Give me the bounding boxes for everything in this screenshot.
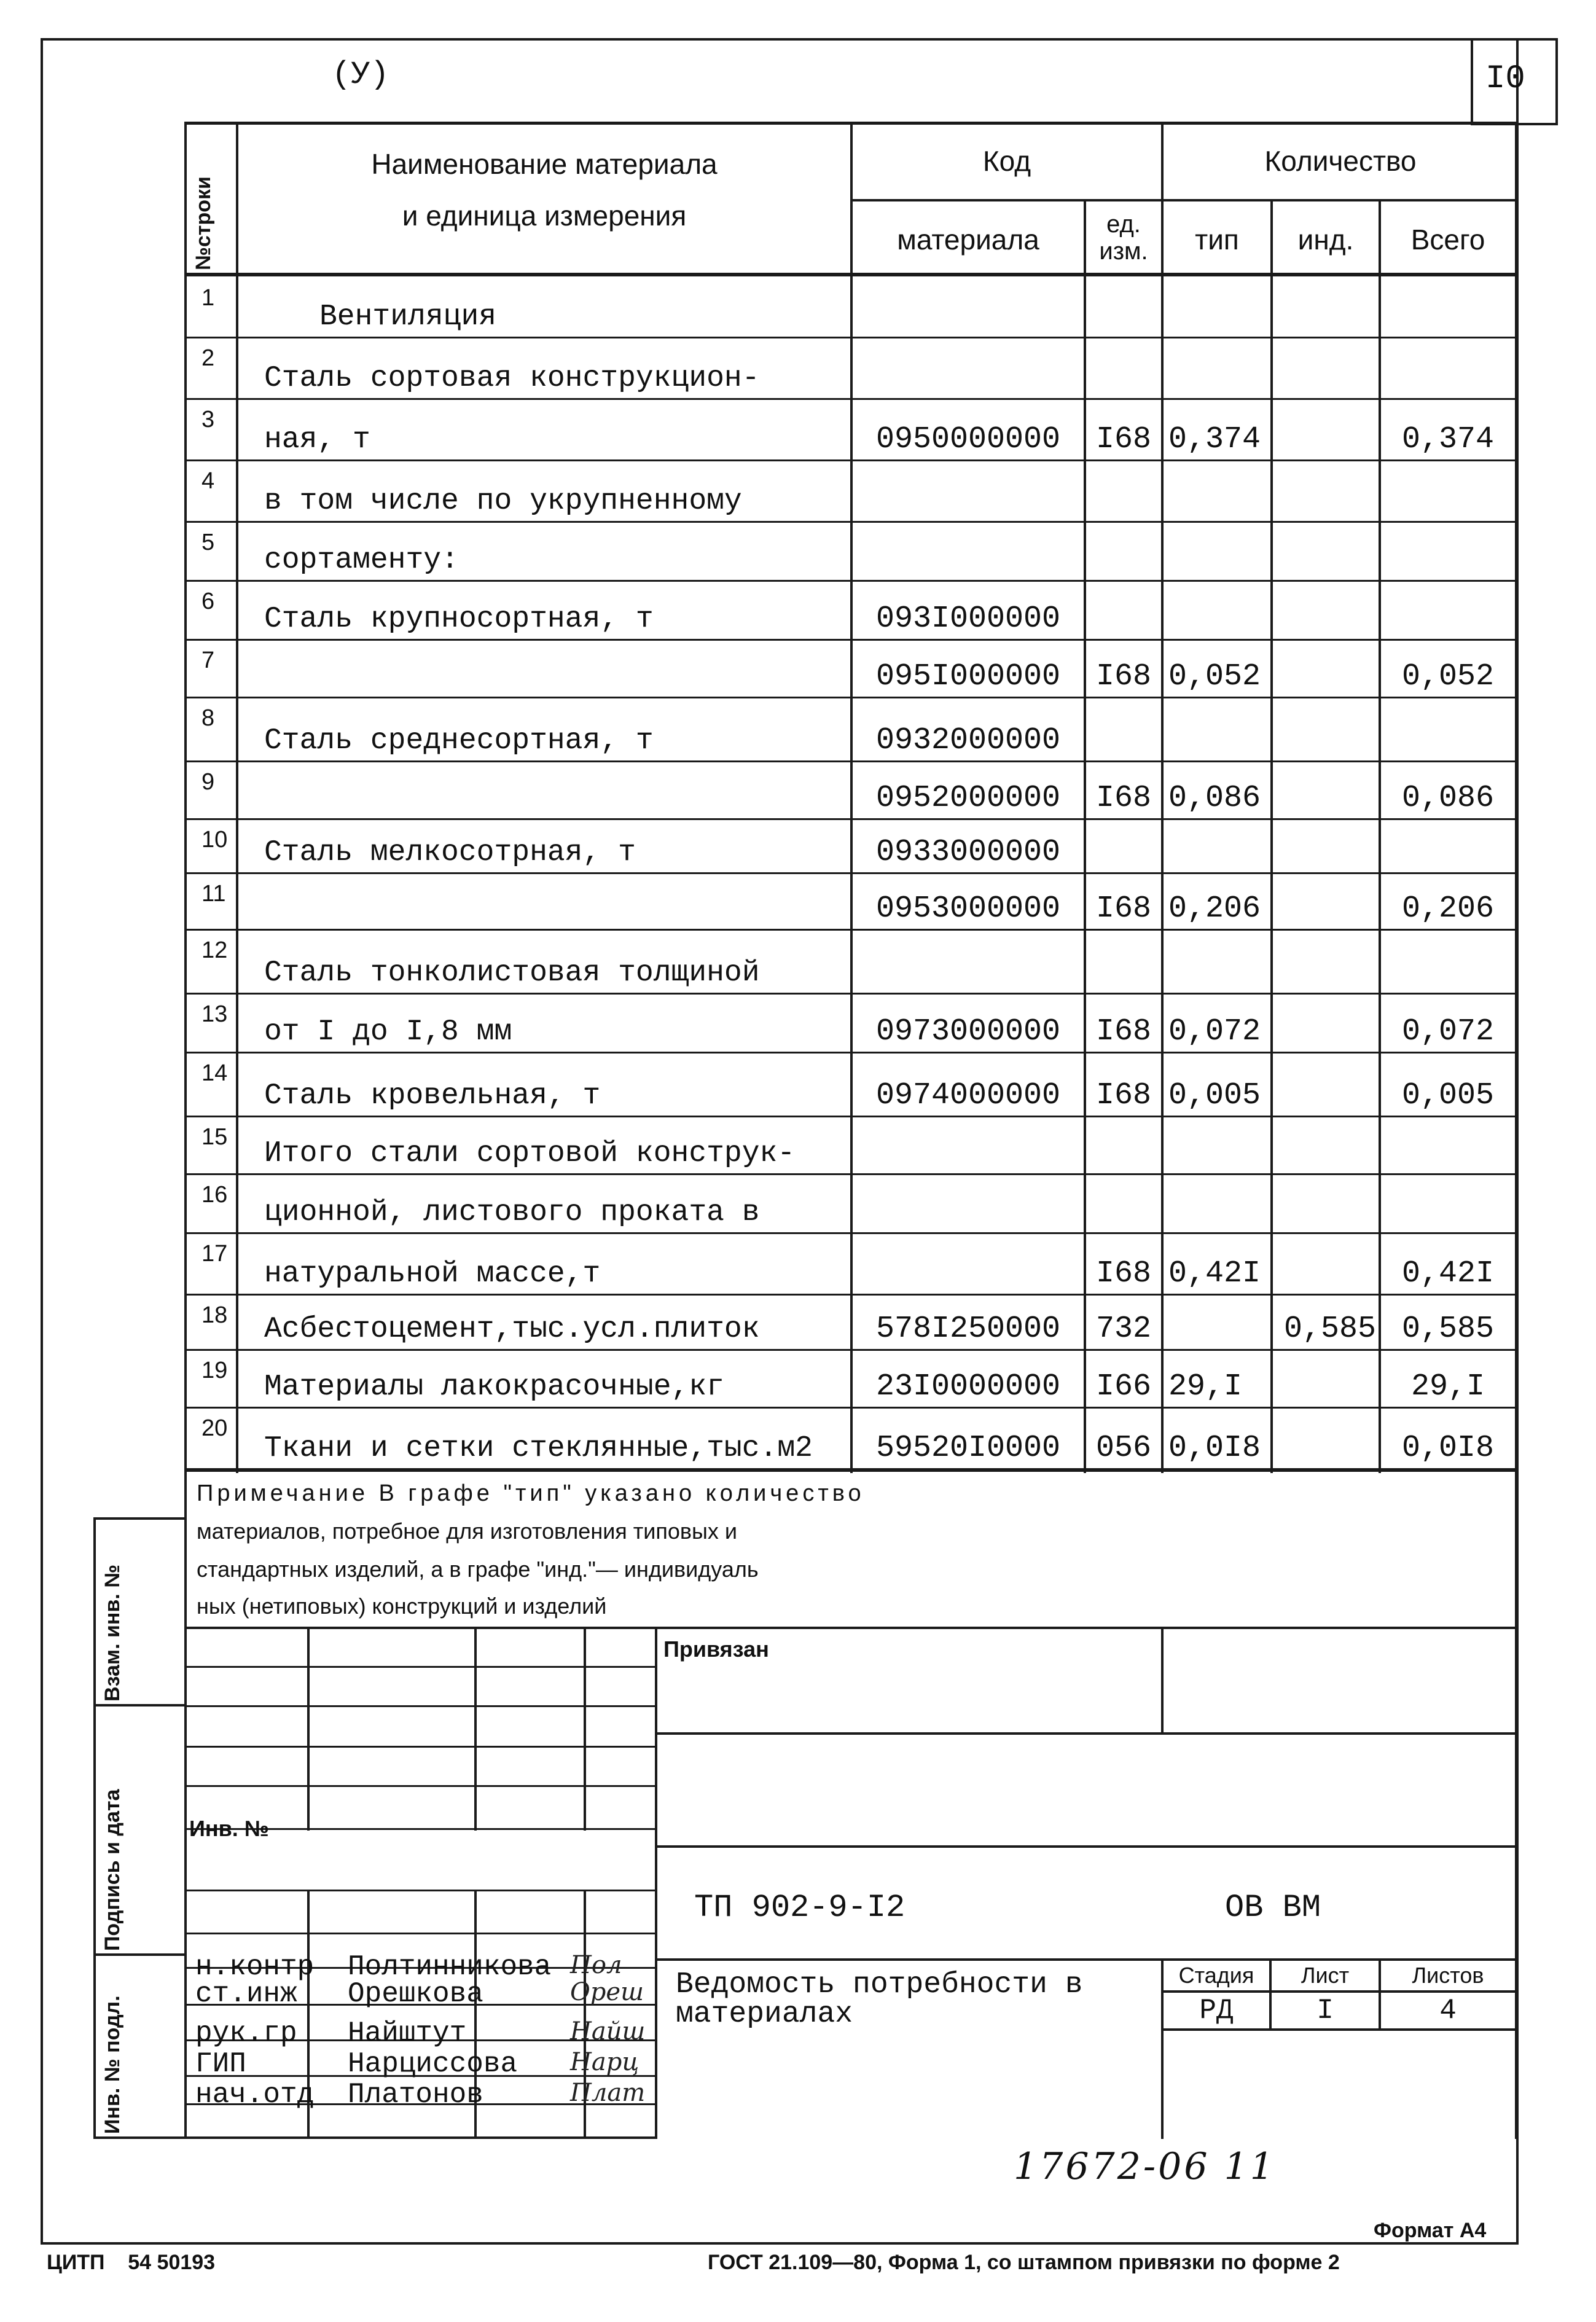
cell-unit: 732 <box>1095 1312 1151 1347</box>
cell-total <box>1381 818 1515 870</box>
cell-ind <box>1273 872 1376 926</box>
cell-code: 59520I0000 <box>875 1431 1061 1466</box>
row-number: 3 <box>201 407 215 432</box>
cell-unit: 056 <box>1095 1431 1151 1466</box>
cell-code: 0933000000 <box>875 835 1061 870</box>
cell-code <box>853 521 1084 577</box>
unit-header: ед. изм. <box>1099 211 1148 265</box>
row-number: 16 <box>201 1182 228 1208</box>
cell-name: Асбестоцемент,тыс.усл.плиток <box>264 1313 760 1346</box>
cell-name: натуральной массе,т <box>264 1257 601 1291</box>
cell-unit <box>1086 337 1161 396</box>
side-label-vzam: Взам. инв. № <box>101 1564 124 1702</box>
cell-type <box>1168 1173 1270 1230</box>
signer-role: ГИП <box>195 2048 246 2080</box>
row-number: 2 <box>201 345 215 371</box>
row-number: 11 <box>201 881 226 907</box>
cell-total <box>1381 337 1515 396</box>
cell-type <box>1168 929 1270 990</box>
cell-unit <box>1086 929 1161 990</box>
cell-name: ная, т <box>264 423 370 456</box>
row-number: 7 <box>201 647 215 673</box>
cell-total: 0,585 <box>1401 1312 1495 1347</box>
cell-ind <box>1273 697 1376 758</box>
side-label-inv-podl: Инв. № подл. <box>101 1995 124 2134</box>
note-line-1: Примечание В графе "тип" указано количество <box>197 1480 865 1506</box>
cell-code: 0953000000 <box>875 891 1061 926</box>
row-number: 17 <box>201 1241 228 1267</box>
signer-role: нач.отд <box>195 2079 315 2111</box>
cell-ind <box>1273 1232 1376 1291</box>
cell-ind <box>1273 337 1376 396</box>
type-header: тип <box>1195 224 1239 256</box>
cell-unit: I68 <box>1095 1256 1151 1291</box>
cell-unit: I68 <box>1095 1014 1151 1049</box>
cell-type: 0,052 <box>1168 659 1261 694</box>
cell-type <box>1168 1116 1270 1171</box>
row-number: 13 <box>201 1001 228 1027</box>
document-mark: ОВ ВМ <box>1225 1890 1321 1926</box>
inv-no-label: Инв. № <box>189 1816 269 1841</box>
cell-type <box>1168 337 1270 396</box>
frame-bottom <box>41 2242 1519 2245</box>
cell-type <box>1168 697 1270 758</box>
ind-header: инд. <box>1297 224 1354 256</box>
cell-total: 0,072 <box>1401 1014 1495 1049</box>
cell-code: 578I250000 <box>875 1312 1061 1347</box>
cell-name: от I до I,8 мм <box>264 1015 512 1049</box>
signer-name: Нарциссова <box>348 2048 518 2080</box>
cell-unit: I68 <box>1095 891 1151 926</box>
cell-code: 23I0000000 <box>875 1369 1061 1404</box>
document-title-line1: Ведомость потребности в <box>676 1968 1083 2001</box>
cell-type: 0,072 <box>1168 1014 1261 1049</box>
sheets-label: Листов <box>1412 1963 1484 1988</box>
cell-type <box>1168 1294 1270 1347</box>
cell-code <box>853 276 1084 334</box>
signer-signature: Ореш <box>570 1978 644 2006</box>
signer-name: Полтинникова <box>348 1951 552 1983</box>
cell-total <box>1381 580 1515 636</box>
code-header: Код <box>982 145 1031 177</box>
cell-code: 0952000000 <box>875 781 1061 816</box>
cell-code <box>853 1173 1084 1230</box>
cell-ind <box>1273 1349 1376 1404</box>
cell-unit <box>1086 697 1161 758</box>
row-number: 8 <box>201 705 215 731</box>
sheet-marker: (У) <box>332 57 389 93</box>
cell-type: 29,I <box>1168 1369 1243 1404</box>
document-code: ТП 902-9-I2 <box>694 1890 906 1926</box>
name-header-line2: и единица измерения <box>402 200 687 232</box>
cell-name: Ткани и сетки стеклянные,тыс.м2 <box>264 1432 813 1465</box>
row-number: 4 <box>201 468 215 494</box>
cell-ind <box>1273 760 1376 816</box>
signer-signature: Найш <box>570 2017 646 2046</box>
cell-code: 0950000000 <box>875 422 1061 457</box>
cell-unit: I66 <box>1095 1369 1151 1404</box>
name-header-line1: Наименование материала <box>371 148 718 180</box>
sheet-value: I <box>1316 1995 1334 2027</box>
cell-name <box>264 760 848 816</box>
cell-unit: I68 <box>1095 781 1151 816</box>
signer-name: Платонов <box>348 2079 483 2111</box>
cell-code: 0974000000 <box>875 1078 1061 1113</box>
cell-name: ционной, листового проката в <box>264 1196 760 1229</box>
cell-type <box>1168 818 1270 870</box>
signer-signature: Пол <box>570 1951 622 1979</box>
cell-name: Сталь сортовая конструкцион- <box>264 362 760 395</box>
cell-total <box>1381 459 1515 518</box>
cell-type: 0,086 <box>1168 781 1261 816</box>
cell-unit <box>1086 1116 1161 1171</box>
signer-role: ст.инж <box>195 1978 297 2010</box>
cell-type: 0,0I8 <box>1168 1431 1261 1466</box>
cell-ind <box>1273 1116 1376 1171</box>
cell-ind <box>1273 818 1376 870</box>
cell-ind <box>1273 459 1376 518</box>
cell-code <box>853 1232 1084 1291</box>
cell-code <box>853 459 1084 518</box>
cell-name: Сталь тонколистовая толщиной <box>264 956 760 990</box>
cell-name: Сталь среднесортная, т <box>264 724 654 757</box>
cell-total <box>1381 1116 1515 1171</box>
stage-value: РД <box>1199 1995 1234 2027</box>
cell-ind: 0,585 <box>1283 1312 1376 1347</box>
cell-name: Итого стали сортовой конструк- <box>264 1137 796 1170</box>
cell-name: Сталь кровельная, т <box>264 1079 601 1112</box>
cell-type: 0,206 <box>1168 891 1261 926</box>
cell-ind <box>1273 993 1376 1049</box>
total-header: Всего <box>1410 224 1485 256</box>
cell-code: 095I000000 <box>875 659 1061 694</box>
cell-unit: I68 <box>1095 1078 1151 1113</box>
cell-name: Вентиляция <box>319 300 497 334</box>
row-number: 14 <box>201 1060 228 1086</box>
cell-total: 0,374 <box>1401 422 1495 457</box>
note-line-2: материалов, потребное для изготовления типовых и <box>197 1519 738 1544</box>
cell-type: 0,374 <box>1168 422 1261 457</box>
cell-total <box>1381 276 1515 334</box>
cell-ind <box>1273 1173 1376 1230</box>
cell-type: 0,42I <box>1168 1256 1261 1291</box>
note-line-4: ных (нетиповых) конструкций и изделий <box>197 1593 607 1619</box>
row-number-header: №строки <box>192 176 215 270</box>
cell-unit: I68 <box>1095 422 1151 457</box>
cell-total: 0,086 <box>1401 781 1495 816</box>
cell-name: Материалы лакокрасочные,кг <box>264 1370 724 1404</box>
sheets-value: 4 <box>1439 1995 1457 2027</box>
cell-code <box>853 929 1084 990</box>
cell-type <box>1168 580 1270 636</box>
cell-name <box>264 639 848 694</box>
privyazan-label: Привязан <box>663 1636 769 1662</box>
cell-unit <box>1086 580 1161 636</box>
cell-total <box>1381 521 1515 577</box>
cell-unit: I68 <box>1095 659 1151 694</box>
code-material-header: материала <box>897 224 1039 256</box>
page-number: I0 <box>1485 60 1525 98</box>
row-number: 18 <box>201 1302 228 1328</box>
row-number: 5 <box>201 530 215 555</box>
cell-name: в том числе по укрупненному <box>264 485 742 518</box>
cell-code <box>853 1116 1084 1171</box>
row-number: 6 <box>201 588 215 614</box>
cell-name: сортаменту: <box>264 544 459 577</box>
sheet-label: Лист <box>1301 1963 1350 1988</box>
cell-ind <box>1273 929 1376 990</box>
cell-ind <box>1273 276 1376 334</box>
cell-total: 0,206 <box>1401 891 1495 926</box>
cell-total: 0,052 <box>1401 659 1495 694</box>
note-line-3: стандартных изделий, а в графе "инд."— индивидуаль <box>197 1557 759 1582</box>
row-number: 19 <box>201 1358 228 1383</box>
row-number: 12 <box>201 937 228 963</box>
cell-total: 0,0I8 <box>1401 1431 1495 1466</box>
cell-code: 0973000000 <box>875 1014 1061 1049</box>
signer-name: Орешкова <box>348 1978 483 2010</box>
cell-type <box>1168 459 1270 518</box>
cell-type: 0,005 <box>1168 1078 1261 1113</box>
cell-ind <box>1273 1052 1376 1113</box>
cell-total <box>1381 929 1515 990</box>
cell-name: Сталь крупносортная, т <box>264 603 654 636</box>
format-label: Формат А4 <box>1374 2219 1487 2242</box>
row-number: 20 <box>201 1415 228 1441</box>
row-number: 10 <box>201 827 228 853</box>
row-number: 9 <box>201 769 215 795</box>
cell-code <box>853 337 1084 396</box>
cell-code: 0932000000 <box>875 723 1061 758</box>
signer-signature: Плат <box>570 2079 646 2107</box>
signer-name: Найштут <box>348 2017 467 2049</box>
cell-ind <box>1273 398 1376 457</box>
cell-ind <box>1273 580 1376 636</box>
cell-total <box>1381 1173 1515 1230</box>
signer-signature: Нарц <box>570 2048 640 2076</box>
cell-total: 0,42I <box>1401 1256 1495 1291</box>
cell-name: Сталь мелкосотрная, т <box>264 836 636 869</box>
row-number: 1 <box>201 285 215 311</box>
stage-label: Стадия <box>1178 1963 1254 1988</box>
cell-unit <box>1086 276 1161 334</box>
cell-total <box>1381 697 1515 758</box>
footer-left: ЦИТП 54 50193 <box>47 2251 216 2274</box>
signer-role: н.контр <box>195 1951 315 1983</box>
handwritten-number: 17672-06 11 <box>1014 2145 1276 2188</box>
side-label-podpis: Подпись и дата <box>101 1789 124 1951</box>
cell-code: 093I000000 <box>875 601 1061 636</box>
cell-type <box>1168 521 1270 577</box>
cell-unit <box>1086 521 1161 577</box>
cell-ind <box>1273 1407 1376 1466</box>
cell-unit <box>1086 818 1161 870</box>
cell-unit <box>1086 459 1161 518</box>
cell-unit <box>1086 1173 1161 1230</box>
row-number: 15 <box>201 1124 228 1150</box>
cell-name <box>264 872 848 926</box>
cell-ind <box>1273 521 1376 577</box>
footer-right: ГОСТ 21.109—80, Форма 1, со штампом привязки по форме 2 <box>708 2251 1340 2274</box>
cell-total: 29,I <box>1410 1369 1485 1404</box>
cell-total: 0,005 <box>1401 1078 1495 1113</box>
document-title-line2: материалах <box>676 1998 853 2031</box>
quantity-header: Количество <box>1264 145 1417 177</box>
cell-ind <box>1273 639 1376 694</box>
cell-type <box>1168 276 1270 334</box>
signer-role: рук.гр <box>195 2017 297 2049</box>
